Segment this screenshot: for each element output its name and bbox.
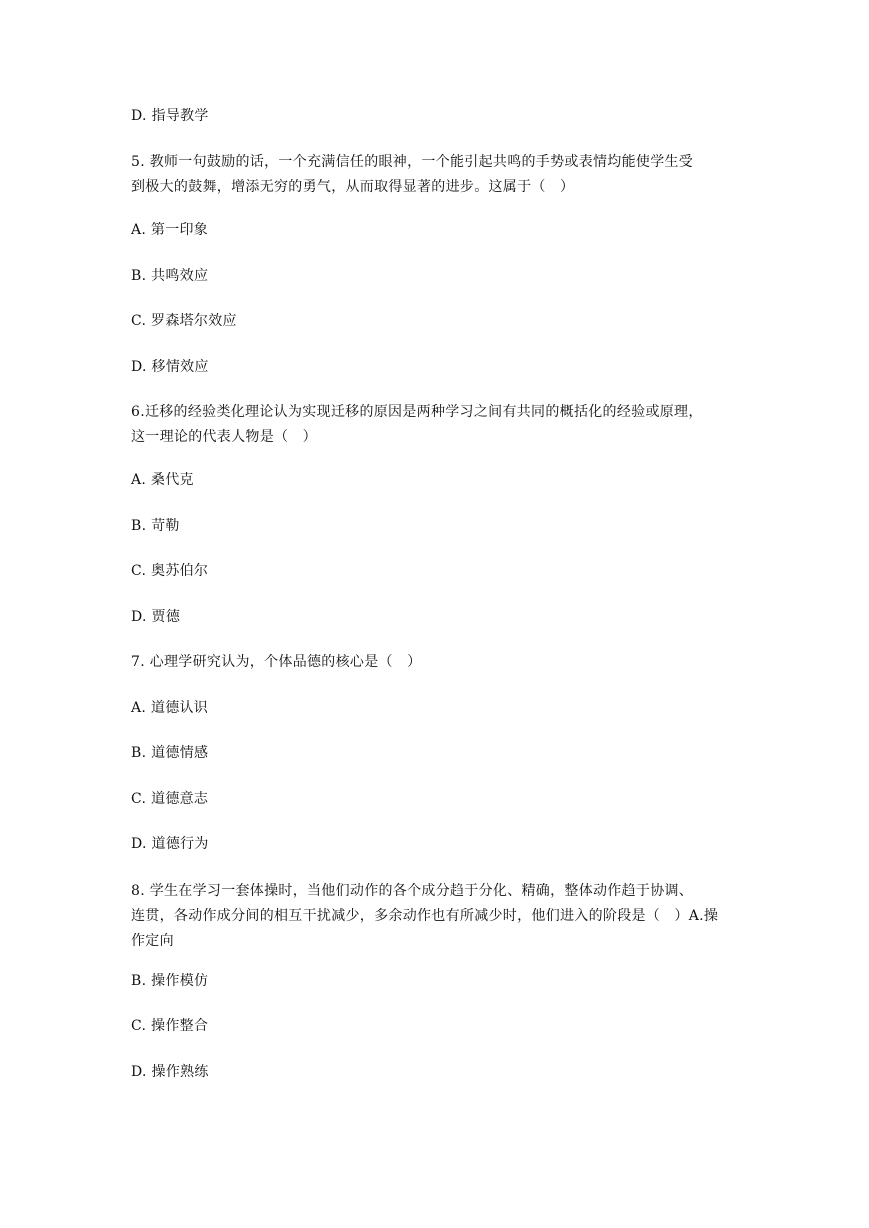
question-7: 7. 心理学研究认为，个体品德的核心是（ ）	[131, 654, 422, 670]
option-6d: D. 贾德	[131, 609, 181, 625]
option-8b: B. 操作模仿	[131, 973, 209, 989]
option-7c: C. 道德意志	[131, 791, 209, 807]
option-4d: D. 指导教学	[131, 108, 209, 124]
option-6a: A. 桑代克	[131, 472, 194, 488]
option-7a: A. 道德认识	[131, 700, 209, 716]
question-8-line-2: 连贯，各动作成分间的相互干扰减少，多余动作也有所减少时，他们进入的阶段是（ ）A.操	[131, 908, 719, 924]
option-6c: C. 奥苏伯尔	[131, 563, 209, 579]
question-8-line-3: 作定向	[131, 933, 174, 949]
option-7b: B. 道德情感	[131, 745, 209, 761]
option-5a: A. 第一印象	[131, 222, 209, 238]
question-6-line-1: 6.迁移的经验类化理论认为实现迁移的原因是两种学习之间有共同的概括化的经验或原理，	[131, 404, 703, 420]
option-8c: C. 操作整合	[131, 1018, 209, 1034]
option-5d: D. 移情效应	[131, 359, 209, 375]
option-8d: D. 操作熟练	[131, 1064, 209, 1080]
option-5c: C. 罗森塔尔效应	[131, 313, 237, 329]
option-7d: D. 道德行为	[131, 836, 209, 852]
question-5-line-1: 5. 教师一句鼓励的话，一个充满信任的眼神，一个能引起共鸣的手势或表情均能使学生受	[131, 154, 694, 170]
question-6-line-2: 这一理论的代表人物是（ ）	[131, 429, 317, 445]
question-5-line-2: 到极大的鼓舞，增添无穷的勇气，从而取得显著的进步。这属于（ ）	[131, 179, 575, 195]
question-8-line-1: 8. 学生在学习一套体操时，当他们动作的各个成分趋于分化、精确，整体动作趋于协调、	[131, 883, 694, 899]
option-6b: B. 苛勒	[131, 518, 180, 534]
option-5b: B. 共鸣效应	[131, 268, 209, 284]
